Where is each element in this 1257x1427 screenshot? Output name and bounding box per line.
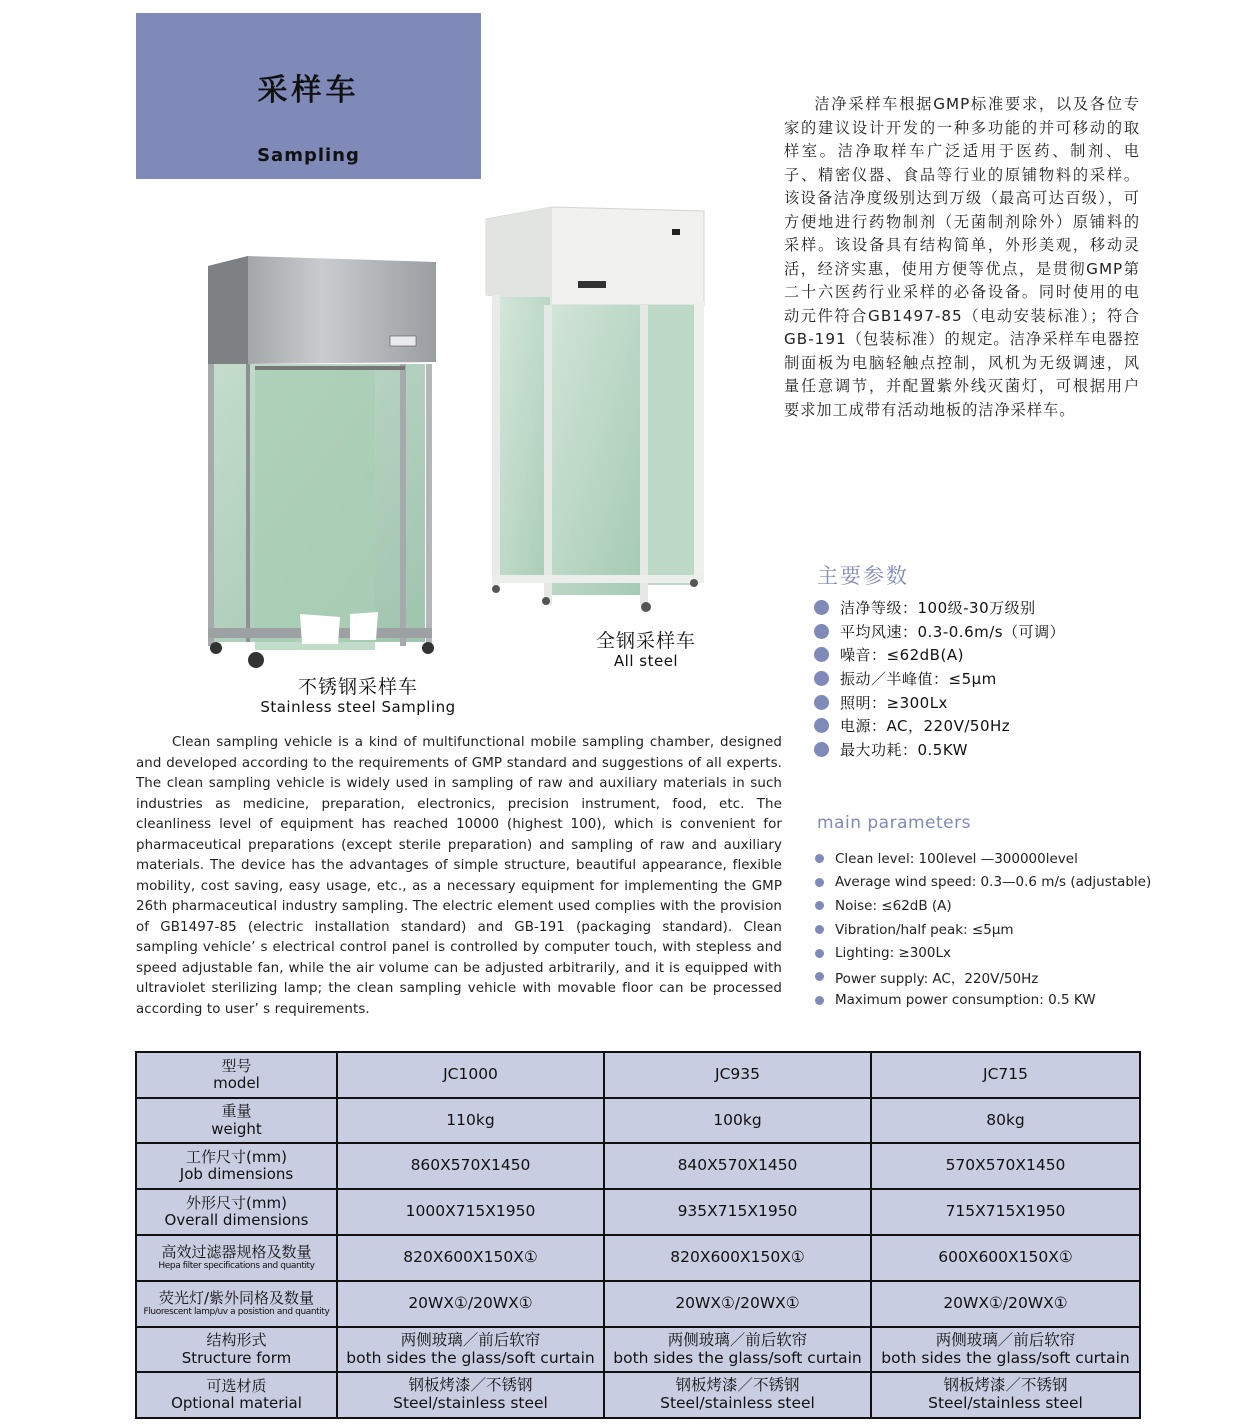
table-cell: 860X570X1450 <box>337 1143 604 1189</box>
list-item: Average wind speed: 0.3—0.6 m/s (adjustable) <box>815 871 1151 895</box>
description-cn: 洁净采样车根据GMP标准要求，以及各位专家的建议设计开发的一种多功能的并可移动的取样室。洁净取样车广泛适用于医药、制剂、电子、精密仪器、食品等行业的原铺物料的采样。该设备洁净度级别达到万级（最高可达百级），可方便地进行药物制剂（无菌制剂除外）原铺料的采样。该设备具有结构简单，外形美观，移动灵活，经济实惠，使用方便等优点，是贯彻GMP第二十六医药行业采样的必备设备。同时使用的电动元件符合GB1497-85（电动安装标准）；符合GB-191（包装标准）的规定。洁净采样车电器控制面板为电脑轻触点控制，风机为无级调速，风量任意调节，并配置紫外线灭菌灯，可根据用户要求加工成带有活动地板的洁净采样车。 <box>784 95 1140 419</box>
list-item: 振动／半峰值：≤5μm <box>814 667 1065 691</box>
list-item: Vibration/half peak: ≤5μm <box>815 918 1151 942</box>
table-row <box>136 1327 1140 1372</box>
bullet-icon <box>815 901 824 910</box>
stainless-steel-booth-image <box>200 252 440 672</box>
row-label: 结构形式 Structure form <box>136 1327 337 1372</box>
table-cell: 935X715X1950 <box>604 1189 871 1235</box>
table-cell: 20WX①/20WX① <box>871 1281 1140 1327</box>
bullet-icon <box>815 925 824 934</box>
table-cell: 600X600X150X① <box>871 1235 1140 1281</box>
bullet-icon <box>814 742 829 757</box>
list-item: 噪音：≤62dB(A) <box>814 643 1065 667</box>
bullet-icon <box>815 949 824 958</box>
params-cn-heading: 主要参数 <box>817 564 909 588</box>
table-cell: JC1000 <box>337 1052 604 1098</box>
list-item: Lighting: ≥300Lx <box>815 941 1151 965</box>
all-steel-caption-cn: 全钢采样车 <box>595 630 696 652</box>
all-steel-booth-image <box>482 205 714 617</box>
bullet-icon <box>814 718 829 733</box>
all-steel-caption <box>560 630 732 670</box>
table-cell: 100kg <box>604 1098 871 1143</box>
table-cell: 两侧玻璃／前后软帘 both sides the glass/soft curtain <box>337 1327 604 1372</box>
description-en: Clean sampling vehicle is a kind of multifunctional mobile sampling chamber, designed and developed according to the requirements of GMP standard and suggestions of all experts. The clean sampling vehicle is widely used in sampling of raw and auxiliary materials in such industries as medicine, preparation, electronics, precision instrument, food, etc. The cleanliness level of equipment has reached 10000 (highest 100), which is convenient for pharmaceutical preparations (except sterile preparation) and sampling of raw and auxiliary materials. The device has the advantages of simple structure, beautiful appearance, flexible mobility, cost saving, easy usage, etc., as a necessary equipment for implementing the GMP 26th pharmaceutical industry sampling. The electric element used complies with the provision of GB1497-85 (electric installation standard) and GB-191 (packaging standard). Clean sampling vehicle’ s electrical control panel is controlled by computer touch, with stepless and speed adjustable fan, while the air volume can be adjusted arbitrarily, and it is equipped with ultraviolet sterilizing lamp; the clean sampling vehicle with movable floor can be processed according to user’ s requirements. <box>136 735 782 1017</box>
table-cell: 820X600X150X① <box>604 1235 871 1281</box>
list-item: Clean level: 100level —300000level <box>815 847 1151 871</box>
table-cell: 钢板烤漆／不锈钢 Steel/stainless steel <box>871 1372 1140 1418</box>
table-cell: 20WX①/20WX① <box>604 1281 871 1327</box>
title-banner <box>136 13 481 179</box>
table-row <box>136 1372 1140 1418</box>
list-item: Power supply: AC，220V/50Hz <box>815 965 1151 989</box>
table-row <box>136 1098 1140 1143</box>
row-label: 工作尺寸(mm) Job dimensions <box>136 1143 337 1189</box>
bullet-icon <box>815 854 824 863</box>
stainless-steel-caption-cn: 不锈钢采样车 <box>297 676 418 698</box>
table-cell: 两侧玻璃／前后软帘 both sides the glass/soft curtain <box>871 1327 1140 1372</box>
row-label: 可选材质 Optional material <box>136 1372 337 1418</box>
list-item: 平均风速：0.3-0.6m/s（可调） <box>814 620 1065 644</box>
table-row <box>136 1052 1140 1098</box>
stainless-steel-caption <box>240 676 476 716</box>
table-cell: 80kg <box>871 1098 1140 1143</box>
table-cell: 20WX①/20WX① <box>337 1281 604 1327</box>
bullet-icon <box>814 600 829 615</box>
row-label: 外形尺寸(mm) Overall dimensions <box>136 1189 337 1235</box>
table-cell: 840X570X1450 <box>604 1143 871 1189</box>
table-row <box>136 1143 1140 1189</box>
page-title-cn: 采样车 <box>257 73 360 108</box>
table-cell: 两侧玻璃／前后软帘 both sides the glass/soft curtain <box>604 1327 871 1372</box>
page-title-en: Sampling <box>257 145 360 166</box>
all-steel-caption-en: All steel <box>613 652 679 670</box>
table-cell: JC935 <box>604 1052 871 1098</box>
list-item: 最大功耗：0.5KW <box>814 738 1065 762</box>
table-row <box>136 1189 1140 1235</box>
list-item: 洁净等级：100级-30万级别 <box>814 596 1065 620</box>
list-item: 电源：AC，220V/50Hz <box>814 714 1065 738</box>
table-cell: 820X600X150X① <box>337 1235 604 1281</box>
table-cell: 钢板烤漆／不锈钢 Steel/stainless steel <box>337 1372 604 1418</box>
list-item: 照明：≥300Lx <box>814 690 1065 714</box>
table-cell: 1000X715X1950 <box>337 1189 604 1235</box>
spec-table <box>135 1051 1141 1419</box>
bullet-icon <box>815 878 824 887</box>
bullet-icon <box>814 671 829 686</box>
row-label: 高效过滤器规格及数量 Hepa filter specifications and quantity <box>136 1235 337 1281</box>
bullet-icon <box>814 647 829 662</box>
table-cell: 570X570X1450 <box>871 1143 1140 1189</box>
params-cn-list <box>814 596 1065 761</box>
bullet-icon <box>814 624 829 639</box>
bullet-icon <box>815 972 824 981</box>
row-label: 重量 weight <box>136 1098 337 1143</box>
table-cell: 110kg <box>337 1098 604 1143</box>
list-item: Maximum power consumption: 0.5 KW <box>815 989 1151 1013</box>
stainless-steel-caption-en: Stainless steel Sampling <box>260 698 456 716</box>
bullet-icon <box>814 695 829 710</box>
table-row <box>136 1281 1140 1327</box>
bullet-icon <box>815 996 824 1005</box>
table-row <box>136 1235 1140 1281</box>
row-label: 型号 model <box>136 1052 337 1098</box>
list-item: Noise: ≤62dB (A) <box>815 894 1151 918</box>
table-cell: 钢板烤漆／不锈钢 Steel/stainless steel <box>604 1372 871 1418</box>
table-cell: JC715 <box>871 1052 1140 1098</box>
params-en-list <box>815 847 1151 1012</box>
table-cell: 715X715X1950 <box>871 1189 1140 1235</box>
params-en-heading: main parameters <box>817 813 971 833</box>
row-label: 荧光灯/紫外同格及数量 Fluorescent lamp/uv a posistion and quantity <box>136 1281 337 1327</box>
